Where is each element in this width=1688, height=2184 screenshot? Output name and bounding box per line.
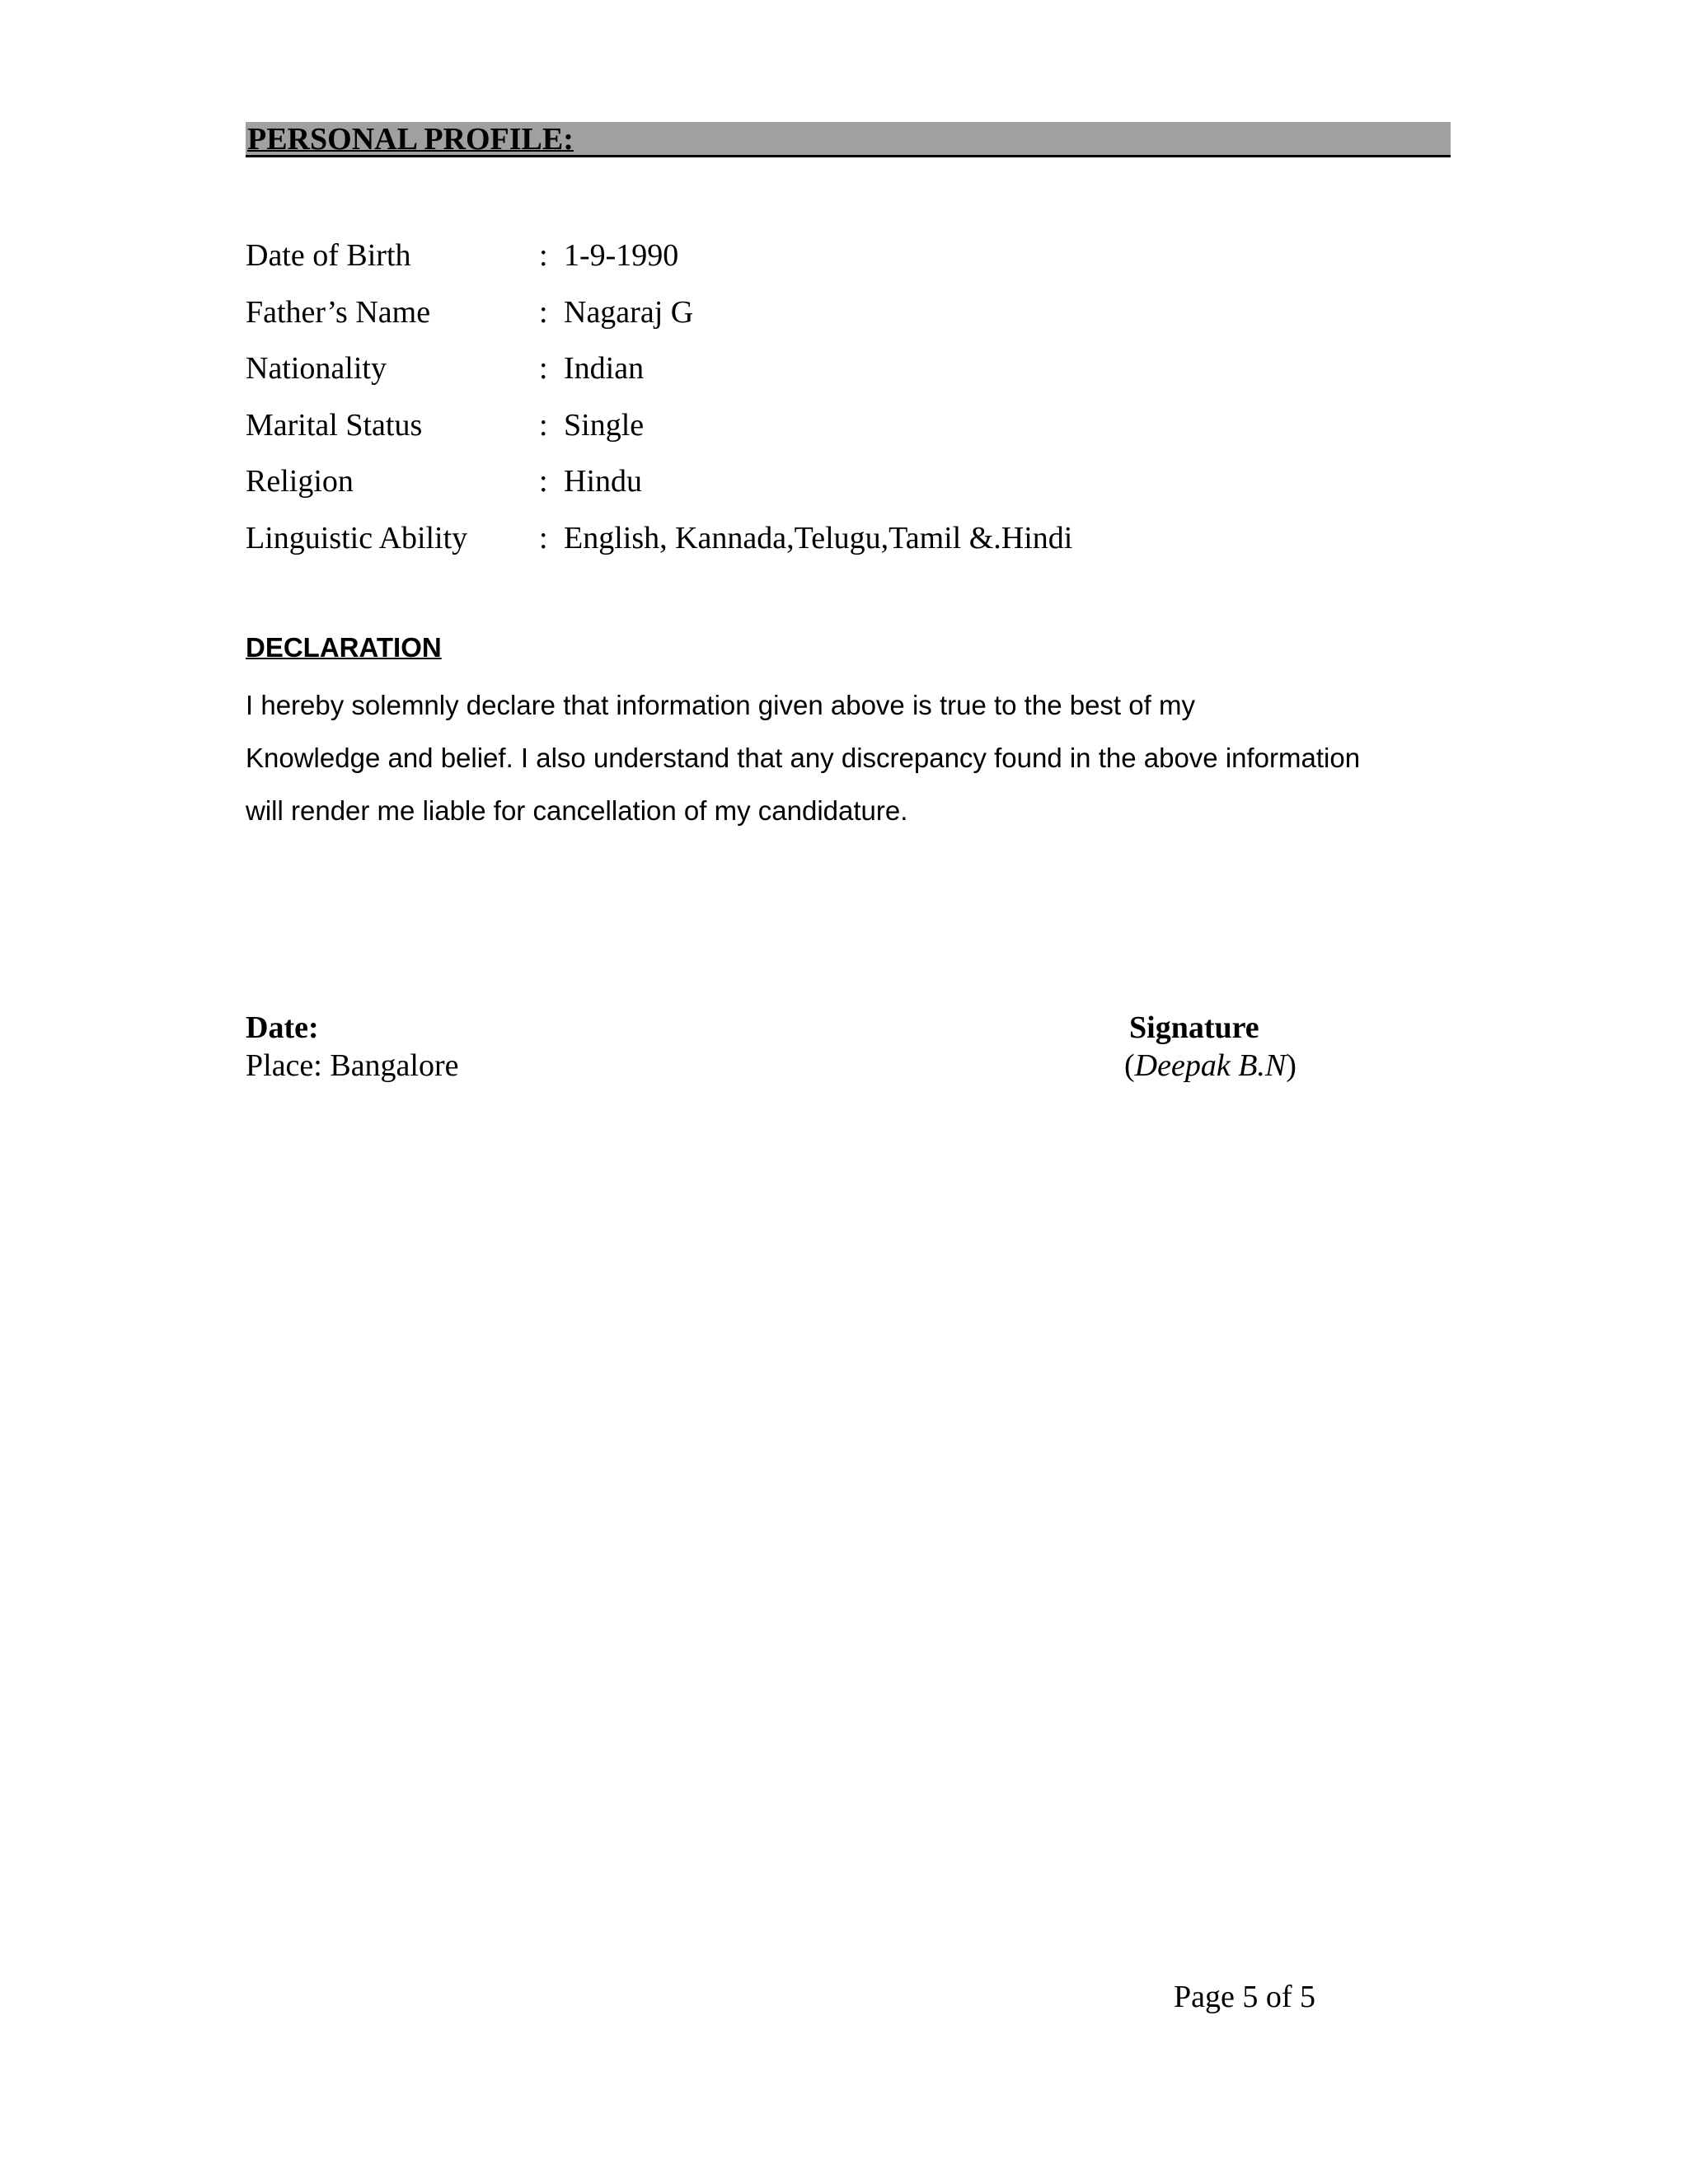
profile-row-linguistic-ability <box>246 513 1482 570</box>
profile-separator: : <box>539 407 548 443</box>
profile-list <box>246 231 1482 569</box>
profile-label: Nationality <box>246 351 387 386</box>
declaration-heading: DECLARATION <box>246 632 442 663</box>
profile-separator: : <box>539 351 548 386</box>
personal-profile-header <box>246 122 1451 157</box>
signature-open-paren: ( <box>1124 1048 1135 1083</box>
profile-row-marital-status <box>246 401 1482 457</box>
profile-label: Linguistic Ability <box>246 520 468 555</box>
profile-value: Indian <box>564 351 645 386</box>
profile-row-fathers-name <box>246 288 1482 344</box>
profile-separator: : <box>539 464 548 499</box>
signatory-name: Deepak B.N <box>1134 1048 1287 1083</box>
profile-separator: : <box>539 294 548 330</box>
profile-label: Marital Status <box>246 407 423 443</box>
signature-close-paren: ) <box>1286 1048 1296 1083</box>
signature-name <box>1124 1047 1296 1085</box>
profile-row-religion <box>246 457 1482 513</box>
declaration-line: Knowledge and belief. I also understand that any discrepancy found in the above information <box>246 743 1361 773</box>
signature-label: Signature <box>1129 1010 1259 1045</box>
page-number: Page 5 of 5 <box>1174 1980 1316 2014</box>
profile-separator: : <box>539 520 548 555</box>
profile-value: Nagaraj G <box>564 294 694 330</box>
profile-label: Religion <box>246 464 354 499</box>
section-title: PERSONAL PROFILE: <box>247 122 574 157</box>
place-line: Place: Bangalore <box>246 1048 459 1083</box>
profile-separator: : <box>539 238 548 273</box>
declaration-line: will render me liable for cancellation of my candidature. <box>246 795 908 826</box>
declaration-text <box>246 679 1465 837</box>
profile-value: 1-9-1990 <box>564 238 679 273</box>
date-label: Date: <box>246 1010 319 1045</box>
declaration-line: I hereby solemnly declare that information given above is true to the best of my <box>246 690 1195 720</box>
profile-label: Date of Birth <box>246 238 411 273</box>
profile-value: English, Kannada,Telugu,Tamil &.Hindi <box>564 520 1073 555</box>
profile-row-date-of-birth <box>246 231 1482 288</box>
profile-value: Single <box>564 407 645 443</box>
profile-label: Father’s Name <box>246 294 431 330</box>
profile-row-nationality <box>246 344 1482 401</box>
profile-value: Hindu <box>564 464 642 499</box>
